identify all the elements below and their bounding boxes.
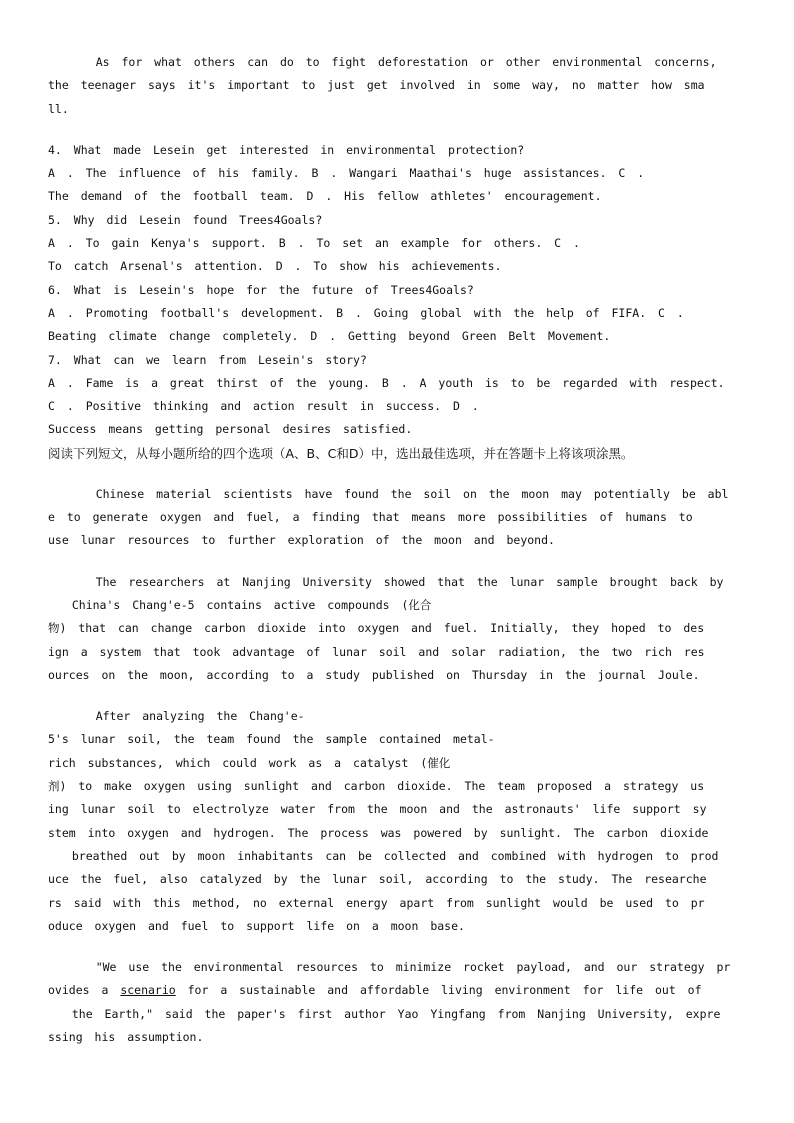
text-line: rs said with this method, no external energy apart from sunlight would be used to pr [48,895,705,910]
text-line: stem into oxygen and hydrogen. The process was powered by sunlight. The carbon dioxide [48,825,709,840]
passage-b-paragraph-3 [48,705,746,938]
question-6 [48,279,746,349]
text-line: After analyzing the Chang'e- [48,709,305,724]
passage-a-closing-paragraph [48,51,746,121]
text-line: ll. [48,101,69,116]
question-options-line: A . To gain Kenya's support. B . To set an example for others. C . [48,236,580,251]
question-stem: 6. What is Lesein's hope for the future of Trees4Goals? [48,282,474,297]
text-line: ources on the moon, according to a study published on Thursday in the journal Joule. [48,667,700,682]
question-options-line: To catch Arsenal's attention. D . To show his achievements. [48,259,502,274]
question-options-line: The demand of the football team. D . His fellow athletes' encouragement. [48,189,602,204]
question-4 [48,139,746,209]
question-5 [48,209,746,279]
text-line: e to generate oxygen and fuel, a finding that means more possibilities of humans to [48,510,693,525]
text-line: ssing his assumption. [48,1029,204,1044]
text-line: breathed out by moon inhabitants can be collected and combined with hydrogen to prod [48,848,719,863]
question-stem: 5. Why did Lesein found Trees4Goals? [48,212,323,227]
question-options-line: Success means getting personal desires satisfied. [48,422,413,437]
text-line: the Earth," said the paper's first author Yao Yingfang from Nanjing University, expre [48,1006,721,1021]
question-7 [48,349,746,442]
document-page [48,51,746,1067]
text-line: ing lunar soil to electrolyze water from the moon and the astronauts' life support sy [48,802,707,817]
question-options-line: Beating climate change completely. D . Getting beyond Green Belt Movement. [48,329,611,344]
text-line: As for what others can do to fight deforestation or other environmental concerns, [48,55,717,69]
text-line: rich substances, which could work as a catalyst (催化 [48,755,451,770]
question-options-line: A . Fame is a great thirst of the young. B . A youth is to be regarded with respect. [48,375,725,390]
text-line: Chinese material scientists have found the soil on the moon may potentially be abl [48,486,729,501]
question-options-line: A . The influence of his family. B . Wangari Maathai's huge assistances. C . [48,166,645,181]
text-line: 物) that can change carbon dioxide into oxygen and fuel. Initially, they hoped to des [48,621,705,636]
question-stem: 7. What can we learn from Lesein's story? [48,352,367,367]
text-line: 5's lunar soil, the team found the sample contained metal- [48,732,495,747]
text-fragment: for a sustainable and affordable living environment for life out of [175,983,702,998]
question-options-line: A . Promoting football's development. B . Going global with the help of FIFA. C . [48,305,684,320]
passage-b-paragraph-4 [48,956,746,1049]
section-instruction: 阅读下列短文，从每小题所给的四个选项（A、B、C和D）中，选出最佳选项，并在答题卡上将该项涂黑。 [48,445,634,461]
text-fragment: ovides a [48,983,121,998]
passage-b-paragraph-1 [48,483,746,553]
underlined-word: scenario [120,983,176,998]
text-line: the teenager says it's important to just get involved in some way, no matter how sma [48,78,705,93]
text-line: China's Chang'e-5 contains active compounds (化合 [48,597,432,612]
question-options-line: C . Positive thinking and action result in success. D . [48,399,479,414]
text-line [48,979,746,1002]
question-stem: 4. What made Lesein get interested in environmental protection? [48,142,525,157]
text-line: The researchers at Nanjing University showed that the lunar sample brought back by [48,574,724,589]
text-line: oduce oxygen and fuel to support life on a moon base. [48,918,465,933]
text-line: uce the fuel, also catalyzed by the lunar soil, according to the study. The researche [48,872,707,887]
text-line: use lunar resources to further exploration of the moon and beyond. [48,533,555,548]
text-line: ign a system that took advantage of lunar soil and solar radiation, the two rich res [48,644,705,659]
text-line: 剂) to make oxygen using sunlight and carbon dioxide. The team proposed a strategy us [48,779,705,794]
text-line: "We use the environmental resources to minimize rocket payload, and our strategy pr [48,960,731,975]
passage-b-paragraph-2 [48,571,746,687]
